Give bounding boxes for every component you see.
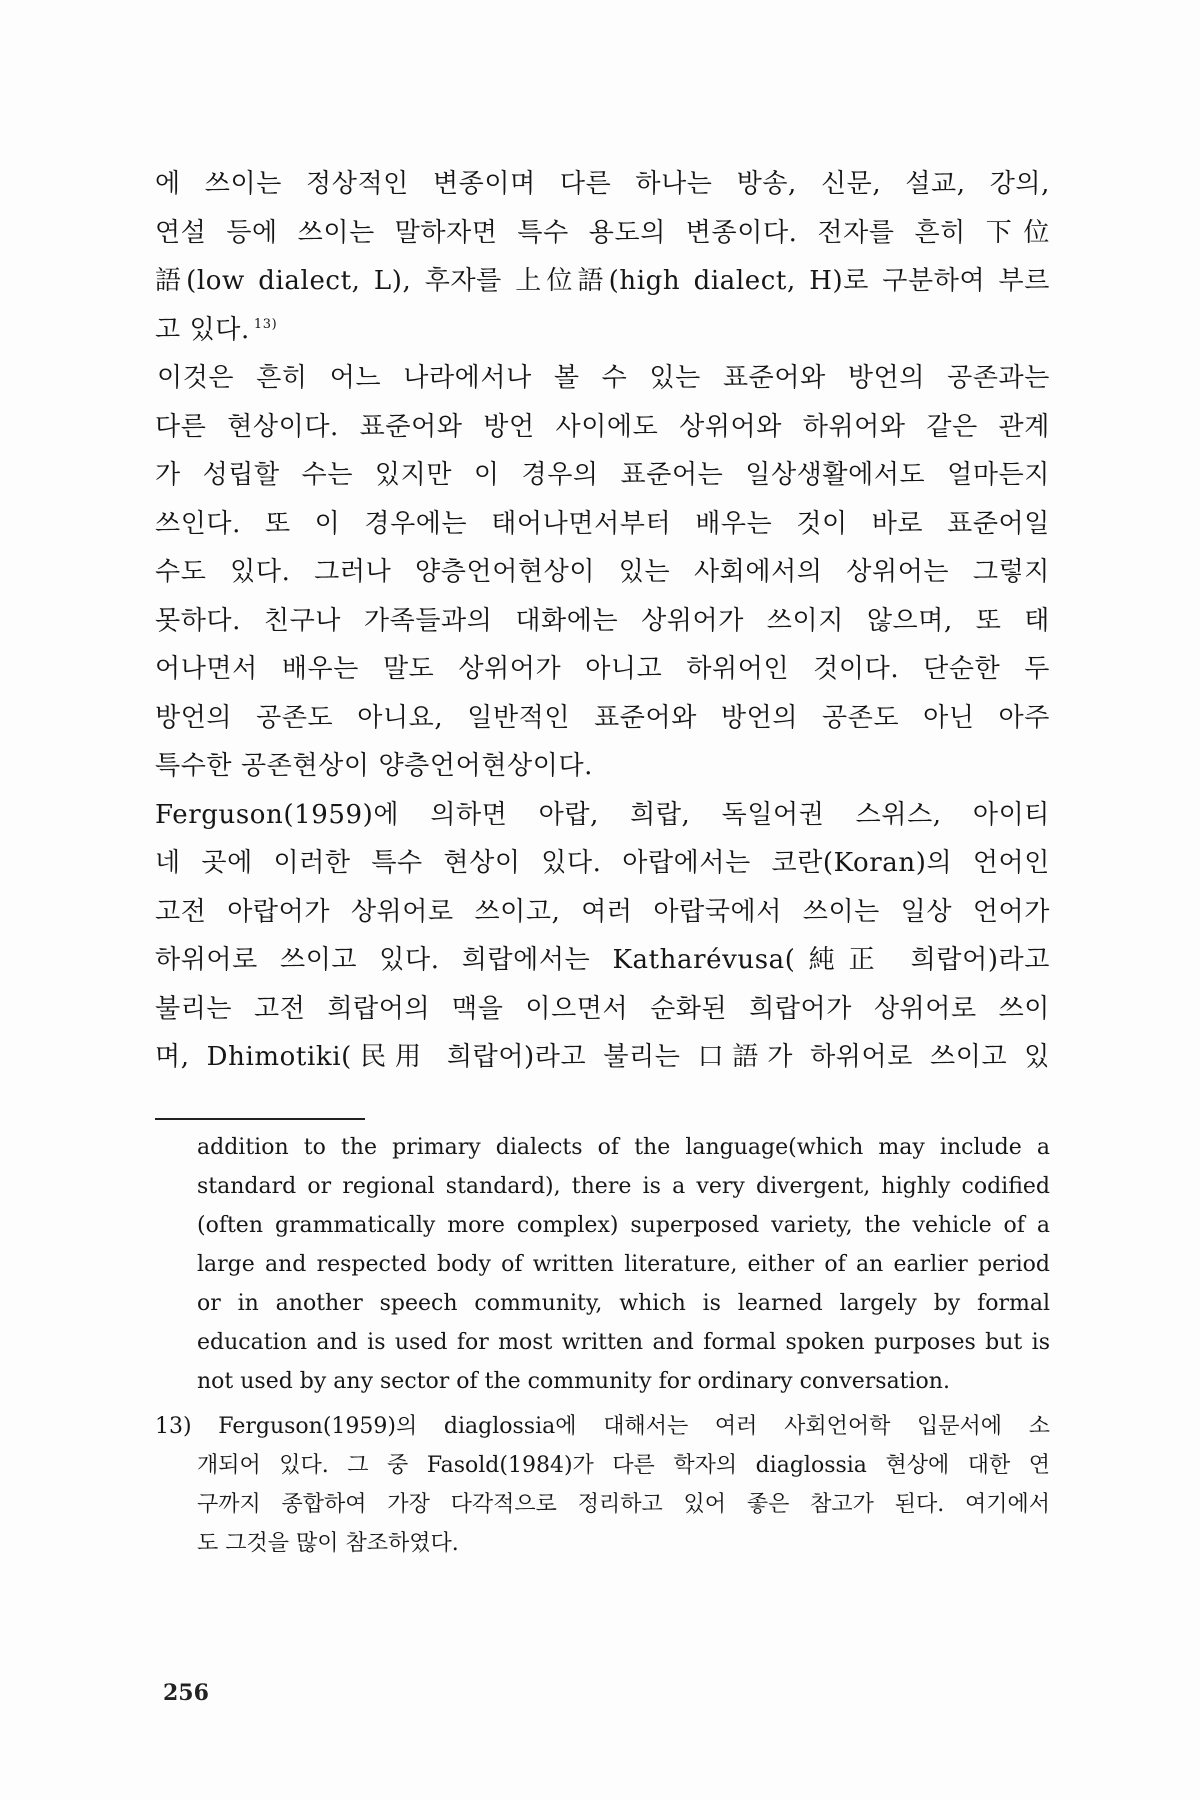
body-line: 語(low dialect, L), 후자를 上位語(high dialect, H)로 구분하여 부르 bbox=[155, 266, 1050, 296]
body-line: 네 곳에 이러한 특수 현상이 있다. 아랍에서는 코란(Koran)의 언어인 bbox=[155, 848, 1050, 878]
body-line: 연설 등에 쓰이는 말하자면 특수 용도의 변종이다. 전자를 흔히 下位 bbox=[155, 217, 1050, 248]
footnote-line: education and is used for most written and formal spoken purposes but is bbox=[197, 1330, 1050, 1355]
body-line: 며, Dhimotiki(民用 희랍어)라고 불리는 口語가 하위어로 쓰이고 있 bbox=[155, 1042, 1050, 1072]
body-line: 어나면서 배우는 말도 상위어가 아니고 하위어인 것이다. 단순한 두 bbox=[155, 654, 1050, 684]
body-line: 가 성립할 수는 있지만 이 경우의 표준어는 일상생활에서도 얼마든지 bbox=[155, 460, 1050, 490]
body-line: 이것은 흔히 어느 나라에서나 볼 수 있는 표준어와 방언의 공존과는 bbox=[157, 363, 1050, 393]
footnotes bbox=[155, 1128, 1050, 1563]
footnote-line: not used by any sector of the community for ordinary conversation. bbox=[197, 1369, 950, 1394]
body-line: 특수한 공존현상이 양층언어현상이다. bbox=[155, 751, 594, 781]
footnote-line: standard or regional standard), there is a very divergent, highly codified bbox=[197, 1174, 1050, 1199]
body-text bbox=[155, 160, 1050, 1082]
footnote-line: or in another speech community, which is learned largely by formal bbox=[197, 1291, 1050, 1316]
footnote-divider bbox=[155, 1118, 365, 1120]
body-line: 에 쓰이는 정상적인 변종이며 다른 하나는 방송, 신문, 설교, 강의, bbox=[155, 169, 1050, 199]
body-line-text: 고 있다. bbox=[155, 314, 250, 345]
footnote-13-line: 13) Ferguson(1959)의 diaglossia에 대해서는 여러 사회언어학 입문서에 소 bbox=[155, 1414, 1050, 1439]
footnote-line: large and respected body of written literature, either of an earlier period bbox=[197, 1252, 1050, 1277]
body-line: 다른 현상이다. 표준어와 방언 사이에도 상위어와 하위어와 같은 관계 bbox=[155, 411, 1050, 442]
footnote-13-line: 개되어 있다. 그 중 Fasold(1984)가 다른 학자의 diaglossia 현상에 대한 연 bbox=[197, 1453, 1050, 1478]
body-line: 방언의 공존도 아니요, 일반적인 표준어와 방언의 공존도 아닌 아주 bbox=[155, 702, 1050, 733]
footnote-line: addition to the primary dialects of the language(which may include a bbox=[197, 1135, 1050, 1160]
body-line: 고전 아랍어가 상위어로 쓰이고, 여러 아랍국에서 쓰이는 일상 언어가 bbox=[155, 896, 1050, 927]
footnote-line: (often grammatically more complex) superposed variety, the vehicle of a bbox=[197, 1213, 1050, 1238]
body-line bbox=[155, 306, 1050, 355]
body-line: Ferguson(1959)에 의하면 아랍, 희랍, 독일어권 스위스, 아이티 bbox=[155, 799, 1050, 830]
footnote-13-line: 구까지 종합하여 가장 다각적으로 정리하고 있어 좋은 참고가 된다. 여기에서 bbox=[197, 1492, 1050, 1517]
body-line: 쓰인다. 또 이 경우에는 태어나면서부터 배우는 것이 바로 표준어일 bbox=[155, 508, 1050, 539]
footnote-13-line: 도 그것을 많이 참조하였다. bbox=[197, 1531, 459, 1556]
footnote-reference: 13) bbox=[253, 316, 278, 332]
body-line: 수도 있다. 그러나 양층언어현상이 있는 사회에서의 상위어는 그렇지 bbox=[155, 557, 1050, 587]
body-line: 하위어로 쓰이고 있다. 희랍에서는 Katharévusa(純正 희랍어)라고 bbox=[155, 945, 1050, 975]
body-line: 불리는 고전 희랍어의 맥을 이으면서 순화된 희랍어가 상위어로 쓰이 bbox=[155, 993, 1050, 1024]
body-line: 못하다. 친구나 가족들과의 대화에는 상위어가 쓰이지 않으며, 또 태 bbox=[155, 605, 1050, 636]
page-number: 256 bbox=[163, 1680, 209, 1706]
